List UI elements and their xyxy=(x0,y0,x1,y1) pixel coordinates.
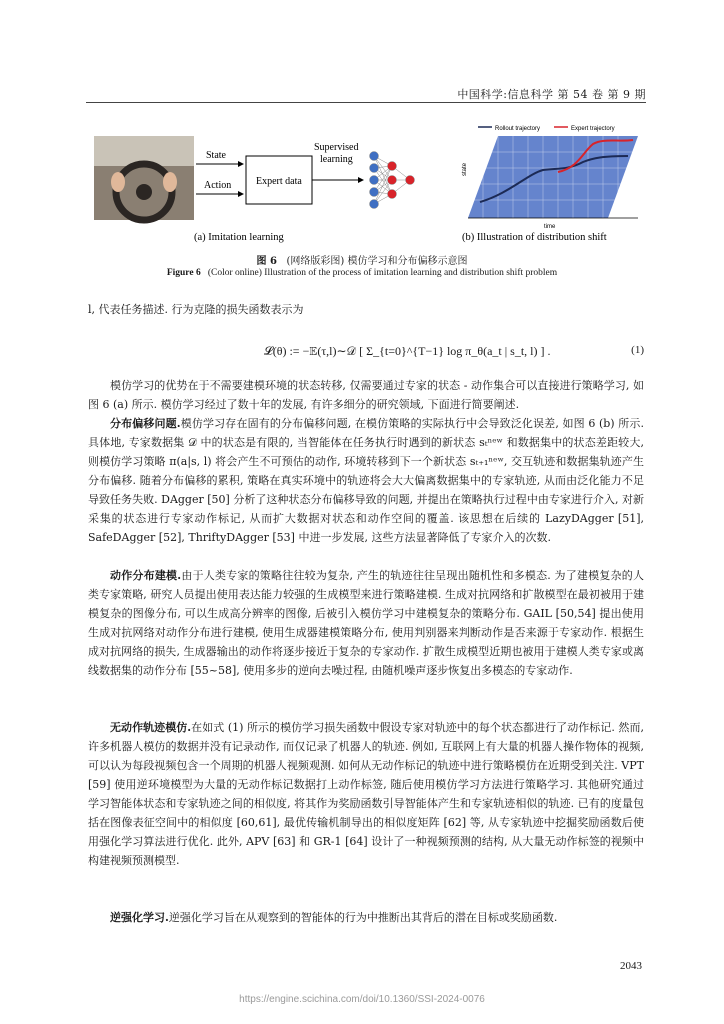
equation-1 xyxy=(88,332,644,376)
supervised-label-2: learning xyxy=(320,154,353,165)
figure-caption-cn-num: 图 6 xyxy=(256,256,277,267)
paragraph-2-lead: 分布偏移问题. xyxy=(110,417,181,430)
page-number: 2043 xyxy=(620,960,642,972)
paragraph-3-text: 由于人类专家的策略往往较为复杂, 产生的轨迹往往呈现出随机性和多模态. 为了建模复杂的人类专家策略, 研究人员提出使用表达能力较强的生成模型来进行策略建模. 生成对抗网络和扩散模型在最初被用于建模复杂的图像分布, 可以生成高分辨率的图像, 后被引入模仿学习中建模复杂的策略分布. GAIL [50,54] 提出使用生成对抗网络对动作分布进行建模, 使用生成器建模策略分布, 使用判别器来判断动作是否来源于专家动作. 根据生成对抗网络的损失, 生成器输出的动作将逐步接近于复杂的专家动作. 扩散生成模型近期也被用于建模人类专家或离线数据集的动作分布 [55~58], 使用多步的逆向去噪过程, 由随机噪声逐步恢复出多模态的专家动作. xyxy=(88,569,644,677)
paragraph-2-text: 模仿学习存在固有的分布偏移问题, 在模仿策略的实际执行中会导致泛化误差, 如图 6 (b) 所示. 具体地, 专家数据集 𝒟 中的状态是有限的, 当智能体在任务执行时遇到的新状态 sₜⁿᵉʷ 和数据集中的状态差距较大, 则模仿学习策略 π(a|s, l) 将会产生不可预估的动作, 环境转移到下一个新状态 sₜ₊₁ⁿᵉʷ, 交互轨迹和数据集轨迹产生分布偏移. 随着分布偏移的累积, 策略在真实环境中的轨迹将会大大偏离数据集中的专家轨迹, 从而由泛化能力不足导致任务失败. DAgger [50] 分析了这种状态分布偏移导致的问题, 并提出在策略执行过程中由专家进行介入, 对新采集的状态进行专家动作标记, 从而扩大数据对状态和动作空间的覆盖. 该思想在后续的 LazyDAgger [51], SafeDAgger [52], ThriftyDAgger [53] 中进一步发展, 这些方法显著降低了专家介入的次数. xyxy=(88,417,644,544)
steering-hub xyxy=(136,184,152,200)
intro-line: l, 代表任务描述. 行为克隆的损失函数表示为 xyxy=(88,303,304,316)
figure-6-svg xyxy=(88,112,648,252)
state-label: State xyxy=(206,150,226,161)
subcaption-b: (b) Illustration of distribution shift xyxy=(462,232,607,243)
paragraph-3 xyxy=(88,566,644,680)
left-hand xyxy=(111,172,125,192)
figure-caption-en-text: (Color online) Illustration of the process of imitation learning and distribution shift problem xyxy=(207,268,558,278)
action-arrowhead xyxy=(238,191,244,197)
figure-6 xyxy=(88,112,648,252)
supervised-arrowhead xyxy=(358,177,364,183)
header-rule xyxy=(86,102,646,103)
paragraph-1-text: 模仿学习的优势在于不需要建模环境的状态转移, 仅需要通过专家的状态 - 动作集合可以直接进行策略学习, 如图 6 (a) 所示. 模仿学习经过了数十年的发展, 有许多细分的研究领域, 下面进行简要阐述. xyxy=(88,379,644,411)
right-hand xyxy=(163,172,177,192)
y-axis-label: state xyxy=(462,162,468,176)
paragraph-5 xyxy=(88,908,644,927)
paragraph-3-lead: 动作分布建模. xyxy=(110,569,182,582)
paragraph-2 xyxy=(88,414,644,547)
action-label: Action xyxy=(204,180,232,191)
paragraph-1 xyxy=(88,376,644,414)
state-distribution-band xyxy=(468,136,638,218)
state-arrowhead xyxy=(238,161,244,167)
figure-caption-en-num: Figure 6 xyxy=(166,268,201,278)
supervised-label-1: Supervised xyxy=(314,142,359,153)
figure-caption-en xyxy=(0,268,724,278)
neural-network-icon xyxy=(370,152,415,209)
paragraph-4 xyxy=(88,718,644,870)
paragraph-4-lead: 无动作轨迹模仿. xyxy=(110,721,192,734)
equation-number: (1) xyxy=(631,344,644,356)
figure-caption-cn xyxy=(0,252,724,267)
paragraph-5-lead: 逆强化学习. xyxy=(110,911,169,924)
equation-body: 𝓛(θ) := −𝔼(τ,l)∼𝒟 [ Σ_{t=0}^{T−1} log π_θ(a_t | s_t, l) ] . xyxy=(264,344,551,358)
x-axis-label: time xyxy=(544,224,556,230)
expert-data-label: Expert data xyxy=(256,176,302,187)
legend-expert: Expert trajectory xyxy=(571,126,615,132)
paragraph-4-text: 在如式 (1) 所示的模仿学习损失函数中假设专家对轨迹中的每个状态都进行了动作标记. 然而, 许多机器人模仿的数据并没有记录动作, 而仅记录了机器人的轨迹. 例如, 互联网上有大量的机器人操作物体的视频, 可以认为每段视频包含一个周期的机器人视频观测. 如何从无动作标记的轨迹中进行策略模仿在近期受到关注. VPT [59] 使用逆环境模型为大量的无动作标记数据打上动作标签, 随后使用模仿学习方法进行策略学习. 其他研究通过学习智能体状态和专家轨迹之间的相似度, 将其作为奖励函数引导智能体产生和专家轨迹相似的轨迹. 已有的度量包括在图像表征空间中的相似度 [60,61], 最优传输机制导出的相似度矩阵 [62] 等, 从专家轨迹中挖掘奖励函数后使用强化学习算法进行优化. 此外, APV [63] 和 GR-1 [64] 设计了一种视频预测的结构, 从大量无动作标签的视频中构建视频预测模型. xyxy=(88,721,644,867)
panel-b xyxy=(454,118,640,243)
panel-a xyxy=(94,136,415,243)
figure-caption-cn-text: (网络版彩图) 模仿学习和分布偏移示意图 xyxy=(286,256,468,267)
legend-rollout: Rollout trajectory xyxy=(495,126,541,132)
subcaption-a: (a) Imitation learning xyxy=(194,232,284,243)
doi-link[interactable]: https://engine.scichina.com/doi/10.1360/SSI-2024-0076 xyxy=(239,994,485,1005)
running-header: 中国科学:信息科学 第 54 卷 第 9 期 xyxy=(457,88,646,101)
paragraph-5-text: 逆强化学习旨在从观察到的智能体的行为中推断出其背后的潜在目标或奖励函数. xyxy=(168,911,558,924)
